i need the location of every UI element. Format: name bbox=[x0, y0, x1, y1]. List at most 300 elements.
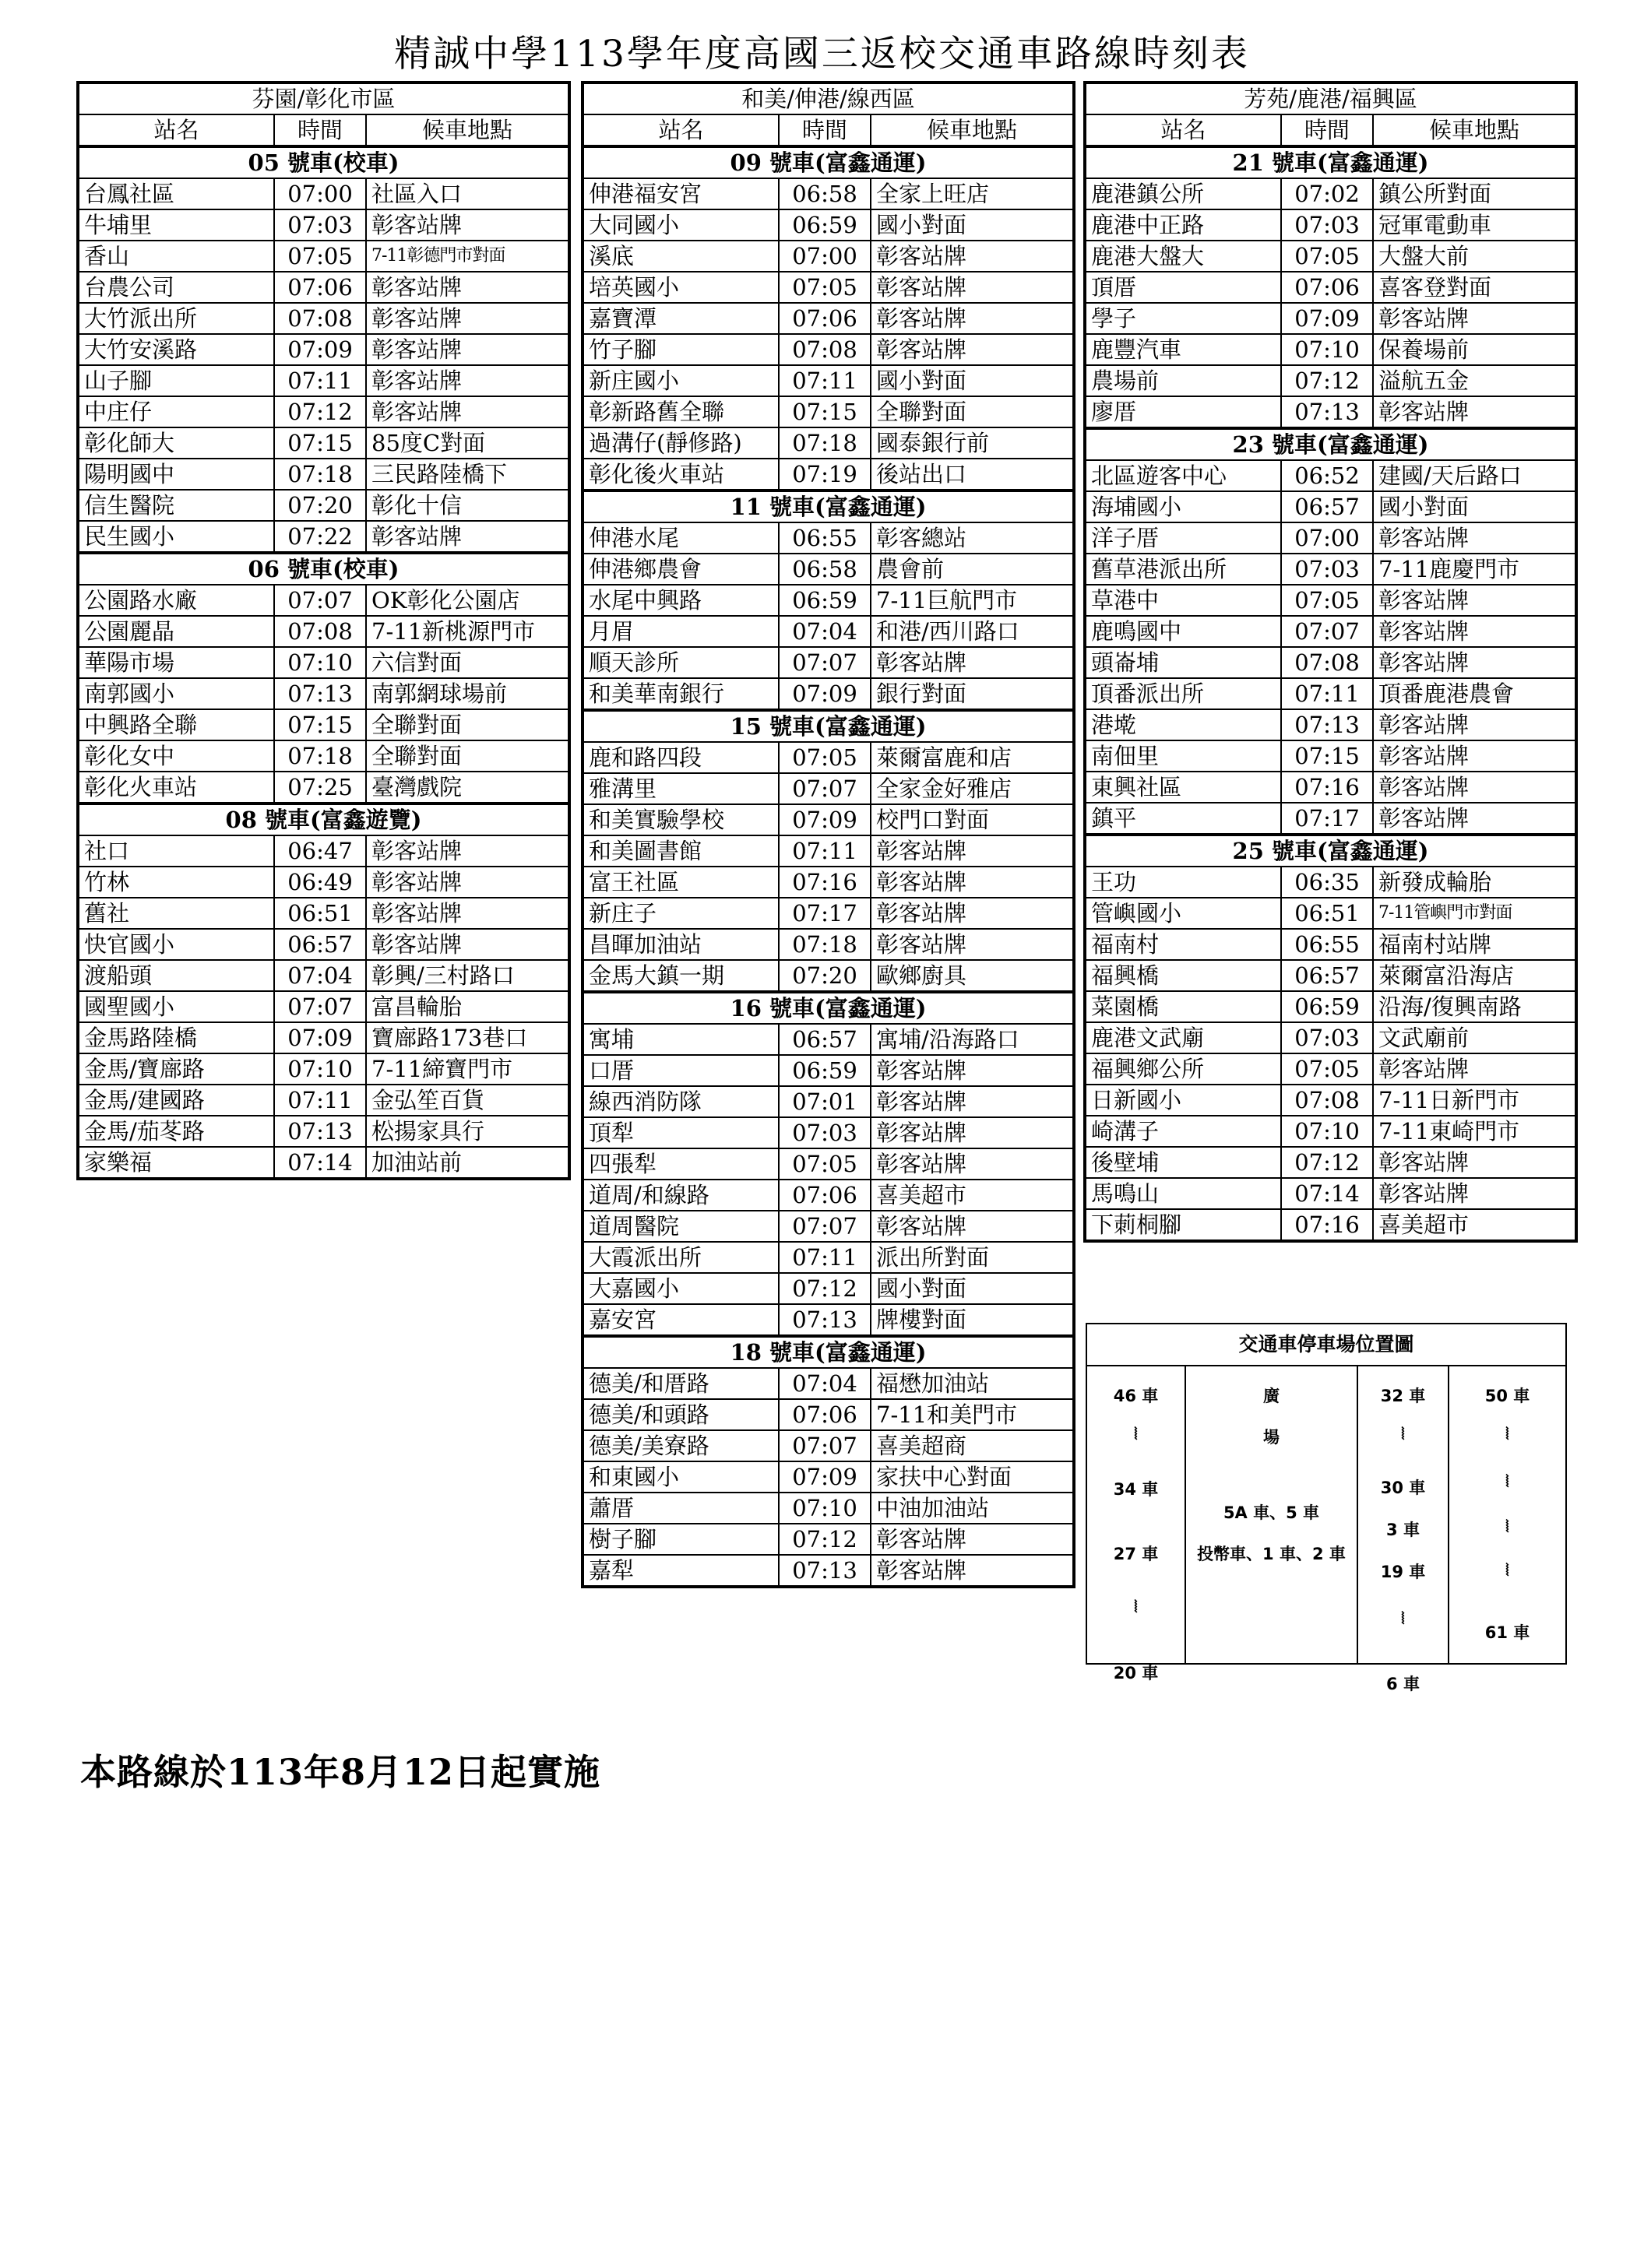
station-name: 月眉 bbox=[583, 616, 779, 647]
table-row bbox=[583, 742, 1074, 773]
table-row bbox=[78, 365, 569, 396]
table-row bbox=[78, 616, 569, 647]
pickup-location: 冠軍電動車 bbox=[1373, 209, 1576, 241]
station-name: 中庄仔 bbox=[78, 396, 274, 427]
departure-time: 07:03 bbox=[779, 1117, 871, 1148]
departure-time: 07:13 bbox=[274, 1116, 366, 1147]
pickup-location: 國小對面 bbox=[871, 1273, 1074, 1304]
pickup-location: 萊爾富沿海店 bbox=[1373, 960, 1576, 991]
station-name: 彰化女中 bbox=[78, 740, 274, 772]
pickup-location: 彰客站牌 bbox=[1373, 647, 1576, 678]
pickup-location: 彰客站牌 bbox=[1373, 740, 1576, 772]
parking-label: 場 bbox=[1263, 1428, 1280, 1447]
table-row bbox=[1085, 709, 1576, 740]
pickup-location: 彰客站牌 bbox=[871, 1148, 1074, 1180]
table-row bbox=[1085, 1085, 1576, 1116]
table-row bbox=[1085, 522, 1576, 554]
station-name: 昌暉加油站 bbox=[583, 929, 779, 960]
route-header bbox=[78, 146, 569, 178]
station-name: 渡船頭 bbox=[78, 960, 274, 991]
departure-time: 07:09 bbox=[779, 804, 871, 835]
table-row bbox=[78, 272, 569, 303]
table-row bbox=[1085, 772, 1576, 803]
pickup-location: 彰客站牌 bbox=[1373, 709, 1576, 740]
table-row bbox=[1085, 460, 1576, 491]
route-header bbox=[78, 803, 569, 835]
table-row bbox=[583, 427, 1074, 459]
station-name: 頂犁 bbox=[583, 1117, 779, 1148]
station-name: 鹿豐汽車 bbox=[1085, 334, 1281, 365]
pickup-location: 7-11和美門市 bbox=[871, 1399, 1074, 1430]
pickup-location: 彰客站牌 bbox=[366, 396, 569, 427]
route-name: 18 號車(富鑫通運) bbox=[583, 1336, 1074, 1368]
departure-time: 07:07 bbox=[779, 1211, 871, 1242]
table-row bbox=[78, 709, 569, 740]
route-header bbox=[583, 146, 1074, 178]
departure-time: 07:05 bbox=[779, 1148, 871, 1180]
departure-time: 07:13 bbox=[779, 1555, 871, 1587]
table-row bbox=[78, 678, 569, 709]
table-row bbox=[583, 1524, 1074, 1555]
table-row bbox=[78, 1116, 569, 1147]
departure-time: 07:12 bbox=[779, 1524, 871, 1555]
table-row bbox=[583, 365, 1074, 396]
pickup-location: 喜美超市 bbox=[871, 1180, 1074, 1211]
route-name: 06 號車(校車) bbox=[78, 553, 569, 585]
pickup-location: 彰客站牌 bbox=[366, 867, 569, 898]
table-row bbox=[78, 647, 569, 678]
departure-time: 06:59 bbox=[779, 1055, 871, 1086]
station-name: 德美/和頭路 bbox=[583, 1399, 779, 1430]
table-row bbox=[1085, 491, 1576, 522]
pickup-location: 歐鄉廚具 bbox=[871, 960, 1074, 992]
pickup-location: 彰客站牌 bbox=[366, 272, 569, 303]
station-name: 舊社 bbox=[78, 898, 274, 929]
table-row bbox=[78, 740, 569, 772]
pickup-location: 南郭網球場前 bbox=[366, 678, 569, 709]
table-row bbox=[78, 929, 569, 960]
pickup-location: 彰化十信 bbox=[366, 490, 569, 521]
departure-time: 07:14 bbox=[1281, 1178, 1373, 1209]
station-name: 彰化火車站 bbox=[78, 772, 274, 803]
departure-time: 07:03 bbox=[274, 209, 366, 241]
departure-time: 07:09 bbox=[274, 1022, 366, 1053]
station-name: 台鳳社區 bbox=[78, 178, 274, 209]
pickup-location: 全聯對面 bbox=[366, 740, 569, 772]
table-row bbox=[583, 1086, 1074, 1117]
station-name: 彰化後火車站 bbox=[583, 459, 779, 491]
table-row bbox=[583, 1555, 1074, 1587]
station-name: 頂厝 bbox=[1085, 272, 1281, 303]
route-header bbox=[1085, 835, 1576, 867]
station-name: 管嶼國小 bbox=[1085, 898, 1281, 929]
station-name: 伸港福安宮 bbox=[583, 178, 779, 209]
pickup-location: 彰客站牌 bbox=[1373, 616, 1576, 647]
station-name: 東興社區 bbox=[1085, 772, 1281, 803]
route-name: 15 號車(富鑫通運) bbox=[583, 710, 1074, 742]
pickup-location: 寓埔/沿海路口 bbox=[871, 1024, 1074, 1055]
page-title: 精誠中學113學年度高國三返校交通車路線時刻表 bbox=[394, 33, 1250, 76]
station-name: 線西消防隊 bbox=[583, 1086, 779, 1117]
departure-time: 07:07 bbox=[779, 1430, 871, 1461]
route-header bbox=[583, 491, 1074, 522]
station-name: 四張犁 bbox=[583, 1148, 779, 1180]
departure-time: 07:05 bbox=[779, 272, 871, 303]
departure-time: 07:16 bbox=[1281, 1209, 1373, 1241]
table-row bbox=[78, 960, 569, 991]
station-name: 牛埔里 bbox=[78, 209, 274, 241]
departure-time: 06:57 bbox=[1281, 491, 1373, 522]
table-row bbox=[1085, 1053, 1576, 1085]
station-name: 王功 bbox=[1085, 867, 1281, 898]
table-row bbox=[1085, 929, 1576, 960]
table-row bbox=[583, 1493, 1074, 1524]
parking-map bbox=[1086, 1323, 1567, 1693]
continuation-mark: ⦚ bbox=[1505, 1472, 1509, 1491]
table-row bbox=[1085, 1116, 1576, 1147]
table-row bbox=[1085, 334, 1576, 365]
station-name: 草港中 bbox=[1085, 585, 1281, 616]
departure-time: 07:18 bbox=[779, 427, 871, 459]
departure-time: 07:09 bbox=[274, 334, 366, 365]
pickup-location: 中油加油站 bbox=[871, 1493, 1074, 1524]
pickup-location: 彰客站牌 bbox=[366, 303, 569, 334]
departure-time: 07:11 bbox=[779, 365, 871, 396]
table-row bbox=[78, 334, 569, 365]
table-row bbox=[1085, 209, 1576, 241]
departure-time: 06:51 bbox=[1281, 898, 1373, 929]
table-row bbox=[583, 1304, 1074, 1336]
departure-time: 07:08 bbox=[274, 616, 366, 647]
station-name: 馬鳴山 bbox=[1085, 1178, 1281, 1209]
departure-time: 06:49 bbox=[274, 867, 366, 898]
table-row bbox=[1085, 1178, 1576, 1209]
table-row bbox=[78, 209, 569, 241]
departure-time: 07:13 bbox=[779, 1304, 871, 1336]
station-name: 金馬大鎮一期 bbox=[583, 960, 779, 992]
route-name: 16 號車(富鑫通運) bbox=[583, 992, 1074, 1024]
departure-time: 07:15 bbox=[1281, 740, 1373, 772]
departure-time: 07:07 bbox=[779, 773, 871, 804]
station-name: 大竹安溪路 bbox=[78, 334, 274, 365]
station-name: 樹子腳 bbox=[583, 1524, 779, 1555]
departure-time: 07:12 bbox=[779, 1273, 871, 1304]
station-name: 南佃里 bbox=[1085, 740, 1281, 772]
continuation-mark: ⦚ bbox=[1401, 1425, 1405, 1443]
pickup-location: 彰客站牌 bbox=[1373, 522, 1576, 554]
pickup-location: 校門口對面 bbox=[871, 804, 1074, 835]
station-name: 學子 bbox=[1085, 303, 1281, 334]
station-name: 彰化師大 bbox=[78, 427, 274, 459]
station-name: 彰新路舊全聯 bbox=[583, 396, 779, 427]
table-row bbox=[78, 178, 569, 209]
departure-time: 07:14 bbox=[274, 1147, 366, 1179]
departure-time: 07:04 bbox=[779, 1368, 871, 1399]
table-row bbox=[1085, 898, 1576, 929]
header-station: 站名 bbox=[1085, 114, 1281, 146]
pickup-location: 彰客站牌 bbox=[1373, 1147, 1576, 1178]
continuation-mark: ⦚ bbox=[1401, 1609, 1405, 1628]
table-row bbox=[1085, 396, 1576, 428]
table-row bbox=[78, 867, 569, 898]
pickup-location: 彰客站牌 bbox=[871, 867, 1074, 898]
pickup-location: 保養場前 bbox=[1373, 334, 1576, 365]
departure-time: 06:57 bbox=[779, 1024, 871, 1055]
departure-time: 07:00 bbox=[1281, 522, 1373, 554]
continuation-mark: ⦚ bbox=[1505, 1425, 1509, 1443]
route-header bbox=[1085, 146, 1576, 178]
departure-time: 07:20 bbox=[779, 960, 871, 992]
parking-label: 46 車 bbox=[1113, 1387, 1159, 1405]
station-name: 鹿鳴國中 bbox=[1085, 616, 1281, 647]
table-row bbox=[78, 898, 569, 929]
station-name: 鹿港鎮公所 bbox=[1085, 178, 1281, 209]
departure-time: 07:05 bbox=[274, 241, 366, 272]
station-name: 崎溝子 bbox=[1085, 1116, 1281, 1147]
pickup-location: 彰客站牌 bbox=[1373, 303, 1576, 334]
table-row bbox=[1085, 803, 1576, 835]
departure-time: 06:57 bbox=[274, 929, 366, 960]
departure-time: 07:08 bbox=[779, 334, 871, 365]
pickup-location: 7-11鹿慶門市 bbox=[1373, 554, 1576, 585]
pickup-location: 三民路陸橋下 bbox=[366, 459, 569, 490]
pickup-location: 社區入口 bbox=[366, 178, 569, 209]
pickup-location: 彰客站牌 bbox=[1373, 1053, 1576, 1085]
pickup-location: 松揚家具行 bbox=[366, 1116, 569, 1147]
departure-time: 06:55 bbox=[1281, 929, 1373, 960]
pickup-location: 國小對面 bbox=[1373, 491, 1576, 522]
table-row bbox=[583, 396, 1074, 427]
departure-time: 06:59 bbox=[779, 585, 871, 616]
departure-time: 06:58 bbox=[779, 554, 871, 585]
pickup-location: 彰客站牌 bbox=[1373, 803, 1576, 835]
table-row bbox=[78, 303, 569, 334]
departure-time: 07:03 bbox=[1281, 1022, 1373, 1053]
station-name: 和美實驗學校 bbox=[583, 804, 779, 835]
departure-time: 07:07 bbox=[1281, 616, 1373, 647]
table-row bbox=[583, 898, 1074, 929]
pickup-location: 7-11彰德門市對面 bbox=[366, 241, 569, 272]
pickup-location: 彰客站牌 bbox=[366, 898, 569, 929]
table-row bbox=[78, 991, 569, 1022]
station-name: 口厝 bbox=[583, 1055, 779, 1086]
table-row bbox=[583, 1399, 1074, 1430]
table-row bbox=[583, 272, 1074, 303]
departure-time: 07:15 bbox=[274, 709, 366, 740]
schedule-column-2 bbox=[581, 81, 1075, 1588]
departure-time: 07:13 bbox=[1281, 709, 1373, 740]
station-name: 鹿港大盤大 bbox=[1085, 241, 1281, 272]
departure-time: 07:11 bbox=[779, 1242, 871, 1273]
departure-time: 07:10 bbox=[274, 647, 366, 678]
table-row bbox=[1085, 1022, 1576, 1053]
pickup-location: 彰客站牌 bbox=[366, 929, 569, 960]
route-name: 25 號車(富鑫通運) bbox=[1085, 835, 1576, 867]
parking-label: 3 車 bbox=[1386, 1521, 1420, 1539]
route-name: 09 號車(富鑫通運) bbox=[583, 146, 1074, 178]
pickup-location: 派出所對面 bbox=[871, 1242, 1074, 1273]
station-name: 富王社區 bbox=[583, 867, 779, 898]
departure-time: 07:18 bbox=[779, 929, 871, 960]
table-row bbox=[583, 1180, 1074, 1211]
station-name: 港墘 bbox=[1085, 709, 1281, 740]
departure-time: 06:52 bbox=[1281, 460, 1373, 491]
station-name: 竹林 bbox=[78, 867, 274, 898]
parking-label: 5A 車、5 車 bbox=[1223, 1503, 1320, 1522]
departure-time: 07:11 bbox=[274, 1085, 366, 1116]
parking-label: 32 車 bbox=[1380, 1387, 1426, 1405]
pickup-location: 彰客站牌 bbox=[871, 929, 1074, 960]
pickup-location: 彰客站牌 bbox=[366, 209, 569, 241]
station-name: 頂番派出所 bbox=[1085, 678, 1281, 709]
departure-time: 07:03 bbox=[1281, 554, 1373, 585]
departure-time: 06:55 bbox=[779, 522, 871, 554]
pickup-location: 農會前 bbox=[871, 554, 1074, 585]
station-name: 道周醫院 bbox=[583, 1211, 779, 1242]
station-name: 嘉犁 bbox=[583, 1555, 779, 1587]
table-row bbox=[78, 585, 569, 616]
departure-time: 07:05 bbox=[1281, 241, 1373, 272]
schedule-column-3 bbox=[1083, 81, 1578, 1243]
pickup-location: 彰客站牌 bbox=[1373, 1178, 1576, 1209]
header-stop: 候車地點 bbox=[366, 114, 569, 146]
station-name: 南郭國小 bbox=[78, 678, 274, 709]
route-header bbox=[583, 710, 1074, 742]
table-row bbox=[1085, 960, 1576, 991]
departure-time: 06:47 bbox=[274, 835, 366, 867]
route-header bbox=[1085, 428, 1576, 460]
route-header bbox=[583, 992, 1074, 1024]
table-row bbox=[583, 835, 1074, 867]
pickup-location: 彰客站牌 bbox=[1373, 772, 1576, 803]
table-row bbox=[1085, 616, 1576, 647]
column-headers bbox=[583, 114, 1074, 146]
pickup-location: 國小對面 bbox=[871, 209, 1074, 241]
route-header bbox=[78, 553, 569, 585]
station-name: 鎮平 bbox=[1085, 803, 1281, 835]
pickup-location: 加油站前 bbox=[366, 1147, 569, 1179]
pickup-location: 彰客站牌 bbox=[871, 647, 1074, 678]
departure-time: 07:25 bbox=[274, 772, 366, 803]
departure-time: 07:19 bbox=[779, 459, 871, 491]
region-header bbox=[1085, 83, 1576, 114]
departure-time: 07:15 bbox=[274, 427, 366, 459]
station-name: 華陽市場 bbox=[78, 647, 274, 678]
station-name: 家樂福 bbox=[78, 1147, 274, 1179]
departure-time: 07:16 bbox=[779, 867, 871, 898]
parking-label: 34 車 bbox=[1113, 1480, 1159, 1499]
table-row bbox=[583, 241, 1074, 272]
pickup-location: 國泰銀行前 bbox=[871, 427, 1074, 459]
station-name: 舊草港派出所 bbox=[1085, 554, 1281, 585]
departure-time: 07:06 bbox=[779, 303, 871, 334]
departure-time: 07:06 bbox=[1281, 272, 1373, 303]
departure-time: 07:09 bbox=[1281, 303, 1373, 334]
table-row bbox=[583, 1368, 1074, 1399]
pickup-location: 7-11巨航門市 bbox=[871, 585, 1074, 616]
table-row bbox=[1085, 178, 1576, 209]
table-row bbox=[78, 772, 569, 803]
station-name: 寓埔 bbox=[583, 1024, 779, 1055]
header-time: 時間 bbox=[779, 114, 871, 146]
table-row bbox=[78, 521, 569, 553]
parking-label: 50 車 bbox=[1484, 1387, 1530, 1405]
pickup-location: 臺灣戲院 bbox=[366, 772, 569, 803]
departure-time: 07:08 bbox=[274, 303, 366, 334]
station-name: 陽明國中 bbox=[78, 459, 274, 490]
parking-label: 61 車 bbox=[1484, 1623, 1530, 1642]
pickup-location: 沿海/復興南路 bbox=[1373, 991, 1576, 1022]
table-row bbox=[583, 960, 1074, 992]
parking-label: 投幣車、1 車、2 車 bbox=[1197, 1545, 1346, 1563]
header-stop: 候車地點 bbox=[871, 114, 1074, 146]
pickup-location: 和港/西川路口 bbox=[871, 616, 1074, 647]
parking-label: 廣 bbox=[1263, 1387, 1280, 1405]
station-name: 大同國小 bbox=[583, 209, 779, 241]
pickup-location: 國小對面 bbox=[871, 365, 1074, 396]
route-name: 08 號車(富鑫遊覽) bbox=[78, 803, 569, 835]
table-row bbox=[78, 459, 569, 490]
pickup-location: 喜美超商 bbox=[871, 1430, 1074, 1461]
station-name: 金馬/寶廍路 bbox=[78, 1053, 274, 1085]
pickup-location: 喜客登對面 bbox=[1373, 272, 1576, 303]
departure-time: 07:17 bbox=[779, 898, 871, 929]
pickup-location: 六信對面 bbox=[366, 647, 569, 678]
departure-time: 06:59 bbox=[1281, 991, 1373, 1022]
continuation-mark: ⦚ bbox=[1134, 1598, 1138, 1616]
parking-map-title: 交通車停車場位置圖 bbox=[1087, 1324, 1565, 1366]
departure-time: 07:01 bbox=[779, 1086, 871, 1117]
departure-time: 07:10 bbox=[274, 1053, 366, 1085]
departure-time: 06:59 bbox=[779, 209, 871, 241]
table-row bbox=[583, 1148, 1074, 1180]
departure-time: 07:17 bbox=[1281, 803, 1373, 835]
pickup-location: 全家金好雅店 bbox=[871, 773, 1074, 804]
station-name: 公園麗晶 bbox=[78, 616, 274, 647]
table-row bbox=[583, 334, 1074, 365]
table-row bbox=[78, 1053, 569, 1085]
pickup-location: 彰興/三村路口 bbox=[366, 960, 569, 991]
region-name: 芳苑/鹿港/福興區 bbox=[1085, 83, 1576, 114]
station-name: 和美華南銀行 bbox=[583, 678, 779, 710]
pickup-location: 彰客站牌 bbox=[871, 835, 1074, 867]
departure-time: 07:12 bbox=[274, 396, 366, 427]
station-name: 大竹派出所 bbox=[78, 303, 274, 334]
table-row bbox=[1085, 678, 1576, 709]
pickup-location: 彰客站牌 bbox=[871, 1524, 1074, 1555]
pickup-location: 7-11管嶼門市對面 bbox=[1373, 898, 1576, 929]
parking-column-3 bbox=[1358, 1366, 1449, 1693]
footer-note: 本路線於113年8月12日起實施 bbox=[80, 1751, 601, 1793]
header-stop: 候車地點 bbox=[1373, 114, 1576, 146]
pickup-location: 彰客站牌 bbox=[871, 1117, 1074, 1148]
station-name: 水尾中興路 bbox=[583, 585, 779, 616]
table-row bbox=[583, 1055, 1074, 1086]
pickup-location: 文武廟前 bbox=[1373, 1022, 1576, 1053]
pickup-location: 彰客站牌 bbox=[871, 334, 1074, 365]
table-row bbox=[1085, 554, 1576, 585]
departure-time: 07:05 bbox=[1281, 585, 1373, 616]
pickup-location: 金弘笙百貨 bbox=[366, 1085, 569, 1116]
station-name: 雅溝里 bbox=[583, 773, 779, 804]
departure-time: 07:09 bbox=[779, 1461, 871, 1493]
departure-time: 07:07 bbox=[779, 647, 871, 678]
station-name: 鹿港文武廟 bbox=[1085, 1022, 1281, 1053]
pickup-location: 建國/天后路口 bbox=[1373, 460, 1576, 491]
station-name: 溪底 bbox=[583, 241, 779, 272]
header-station: 站名 bbox=[78, 114, 274, 146]
table-row bbox=[583, 773, 1074, 804]
